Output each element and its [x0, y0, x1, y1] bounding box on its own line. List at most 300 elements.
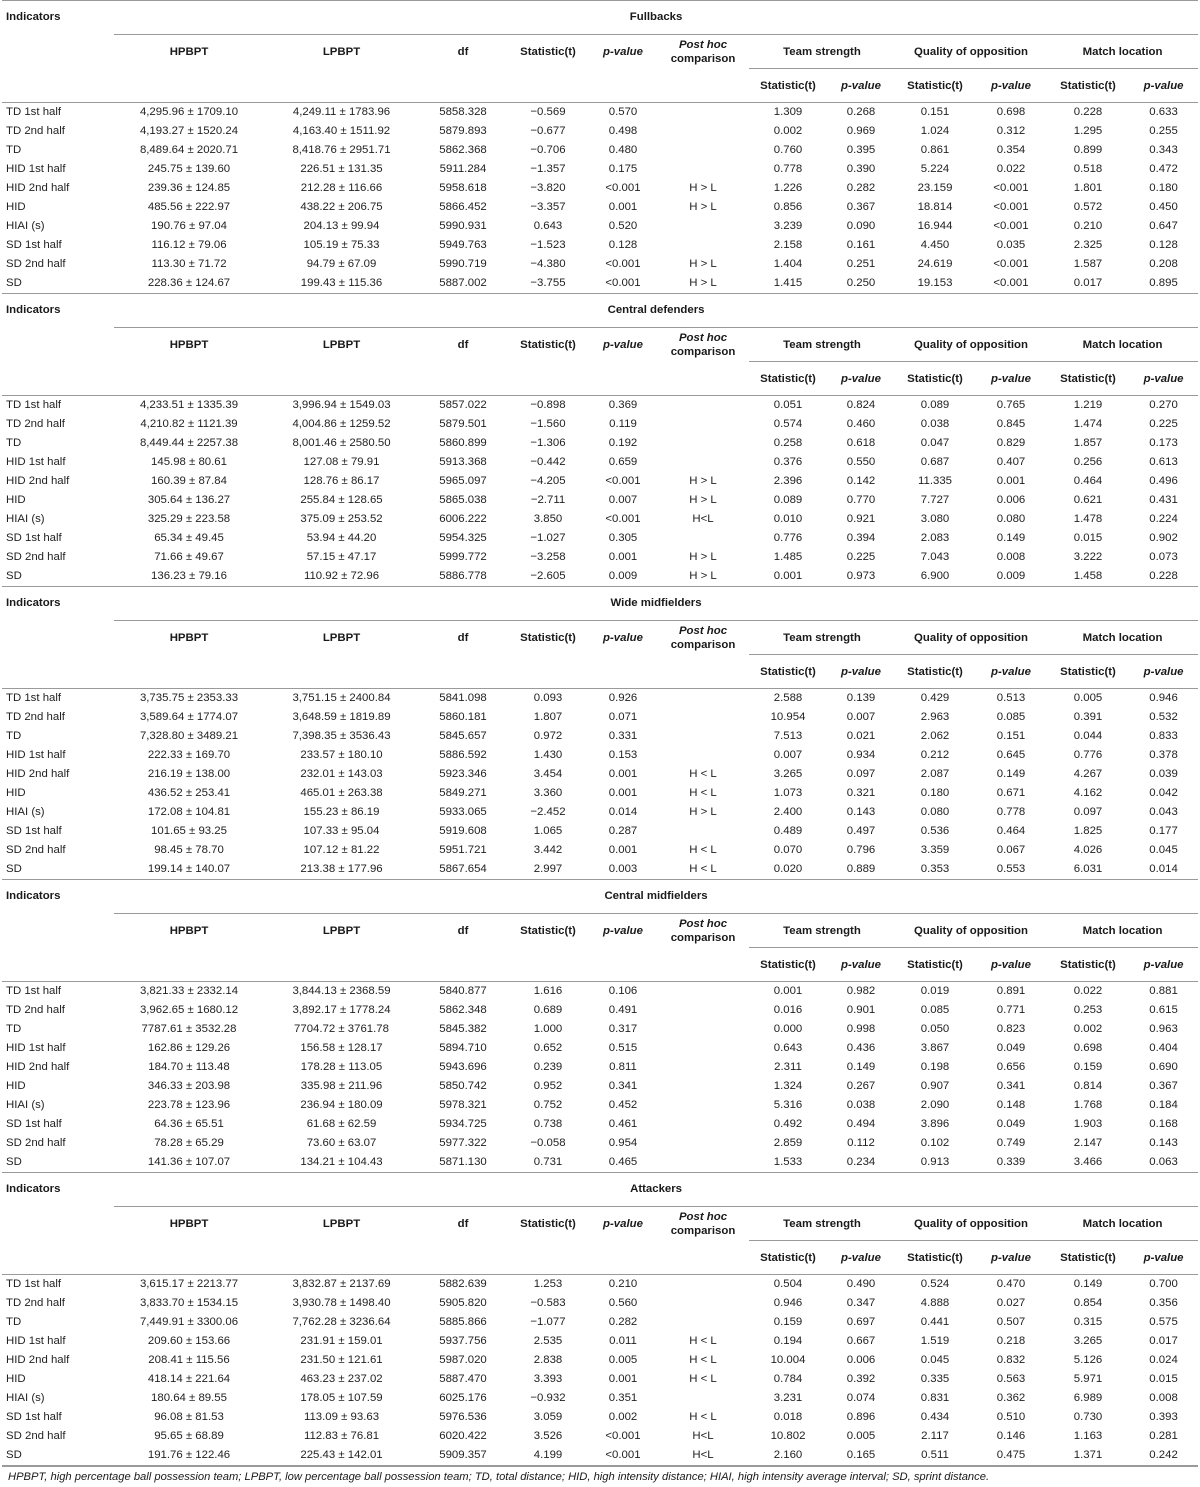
sub-header-blank: [264, 948, 419, 982]
quality-opposition-statistic-cell: 2.963: [920, 711, 950, 723]
posthoc-label: Post hoc: [678, 624, 728, 637]
match-location-statistic-cell: 0.730: [1073, 1411, 1103, 1423]
statistic-cell: −2.452: [530, 806, 566, 818]
team-strength-header: Team strength: [749, 914, 895, 948]
qo-statistic-subheader: Statistic(t): [895, 948, 975, 982]
df-cell: 5937.756: [439, 1335, 487, 1347]
df-cell: 5879.893: [439, 125, 487, 137]
posthoc-header: [657, 621, 749, 655]
sub-header-row: [2, 948, 1198, 982]
match-location-pvalue-cell: 0.242: [1129, 1446, 1198, 1466]
indicators-header: Indicators: [6, 1183, 61, 1196]
lpbpt-cell: 112.83 ± 76.81: [303, 1430, 380, 1442]
sub-header-blank: [657, 948, 749, 982]
quality-opposition-pvalue-cell: 0.765: [996, 399, 1026, 411]
quality-opposition-header: Quality of opposition: [895, 35, 1047, 69]
pvalue-cell: 0.926: [608, 692, 638, 704]
quality-opposition-pvalue-cell: 0.339: [975, 1153, 1047, 1173]
lpbpt-header: LPBPT: [322, 45, 361, 58]
df-cell: 5860.181: [439, 711, 487, 723]
hpbpt-cell: 4,193.27 ± 1520.24: [139, 125, 239, 137]
match-location-pvalue-cell: 0.042: [1149, 787, 1178, 799]
match-location-statistic-cell: 1.478: [1073, 513, 1103, 525]
df-cell: 5857.022: [439, 399, 487, 411]
team-strength-statistic-cell: 10.802: [770, 1430, 806, 1442]
quality-opposition-statistic-cell: 4.888: [920, 1297, 950, 1309]
sub-header-blank: [114, 362, 264, 396]
lpbpt-cell: 199.43 ± 115.36: [264, 274, 419, 294]
table-row: [2, 548, 1198, 567]
team-strength-pvalue-cell: 0.234: [827, 1153, 895, 1173]
indicators-header: Indicators: [6, 890, 61, 903]
team-strength-statistic-cell: 0.020: [749, 860, 827, 880]
team-strength-statistic-cell: 0.946: [773, 1297, 803, 1309]
match-location-pvalue-cell: 0.367: [1149, 1080, 1178, 1092]
posthoc-cell: [657, 1275, 749, 1295]
statistic-cell: −0.058: [530, 1137, 566, 1149]
posthoc-cell: [657, 1115, 749, 1134]
ml-pvalue-subheader: p-value: [1129, 948, 1198, 982]
quality-opposition-pvalue-cell: 0.823: [996, 1023, 1026, 1035]
table-row: [2, 198, 1198, 217]
pvalue-cell: 0.119: [609, 418, 637, 430]
posthoc-cell: [657, 1294, 749, 1313]
indicator-cell: SD 1st half: [6, 1411, 62, 1423]
df-cell: 5978.321: [439, 1099, 487, 1111]
quality-opposition-statistic-cell: 2.062: [920, 730, 950, 742]
match-location-header: Match location: [1047, 35, 1198, 69]
table-row: [2, 453, 1198, 472]
hpbpt-cell: 64.36 ± 65.51: [154, 1118, 224, 1130]
table-row: [2, 1389, 1198, 1408]
sub-header-blank: [589, 69, 657, 103]
match-location-pvalue-cell: 0.356: [1149, 1297, 1178, 1309]
pvalue-cell: 0.153: [608, 749, 638, 761]
indicator-cell: SD 2nd half: [6, 258, 66, 270]
qo-statistic-subheader: Statistic(t): [895, 655, 975, 689]
posthoc-cell: [657, 1077, 749, 1096]
quality-opposition-statistic-cell: 0.524: [920, 1278, 950, 1290]
table-row: [2, 396, 1198, 416]
team-strength-statistic-cell: 5.316: [773, 1099, 803, 1111]
quality-opposition-header: Quality of opposition: [895, 621, 1047, 655]
team-strength-statistic-cell: 1.309: [773, 106, 803, 118]
sub-header-blank: [2, 1241, 114, 1275]
match-location-statistic-cell: 3.466: [1047, 1153, 1129, 1173]
quality-opposition-pvalue-cell: 0.049: [996, 1042, 1026, 1054]
df-cell: 5879.501: [439, 418, 487, 430]
indicator-cell: HID 1st half: [6, 1042, 66, 1054]
table-row: [2, 1370, 1198, 1389]
pvalue-cell: 0.341: [608, 1080, 638, 1092]
pvalue-cell: 0.287: [608, 825, 638, 837]
statistic-cell: 0.952: [533, 1080, 563, 1092]
quality-opposition-pvalue-cell: 0.027: [996, 1297, 1026, 1309]
posthoc-cell: [657, 1153, 749, 1173]
indicator-cell: HIAI (s): [6, 1392, 45, 1404]
sub-header-blank: [264, 362, 419, 396]
match-location-pvalue-cell: 0.039: [1149, 768, 1178, 780]
df-cell: 5862.348: [439, 1004, 487, 1016]
quality-opposition-pvalue-cell: <0.001: [993, 182, 1029, 194]
team-strength-pvalue-cell: 0.347: [846, 1297, 876, 1309]
match-location-statistic-cell: 2.147: [1073, 1137, 1103, 1149]
pvalue-cell: 0.210: [608, 1278, 638, 1290]
match-location-pvalue-cell: 0.690: [1149, 1061, 1178, 1073]
team-strength-pvalue-cell: 0.824: [846, 399, 876, 411]
match-location-pvalue-cell: 0.228: [1129, 567, 1198, 587]
ts-statistic-subheader: Statistic(t): [749, 69, 827, 103]
team-strength-statistic-cell: 2.311: [774, 1061, 802, 1073]
lpbpt-cell: 3,996.94 ± 1549.03: [292, 399, 391, 411]
hpbpt-cell: 71.66 ± 49.67: [154, 551, 224, 563]
lpbpt-cell: 107.33 ± 95.04: [303, 825, 380, 837]
df-cell: 5943.696: [439, 1061, 487, 1073]
df-cell: 5871.130: [419, 1153, 507, 1173]
team-strength-pvalue-cell: 0.618: [846, 437, 876, 449]
match-location-statistic-cell: 0.159: [1073, 1061, 1103, 1073]
quality-opposition-pvalue-cell: <0.001: [975, 274, 1047, 294]
sub-header-row: [2, 655, 1198, 689]
team-strength-pvalue-cell: 0.395: [846, 144, 876, 156]
team-strength-pvalue-cell: 0.321: [846, 787, 876, 799]
table-row: [2, 1020, 1198, 1039]
hpbpt-cell: 209.60 ± 153.66: [147, 1335, 231, 1347]
table-row: [2, 822, 1198, 841]
hpbpt-cell: 160.39 ± 87.84: [151, 475, 227, 487]
statistic-cell: 1.430: [533, 749, 563, 761]
posthoc-cell: [657, 236, 749, 255]
match-location-pvalue-cell: 0.043: [1149, 806, 1178, 818]
posthoc-cell: H < L: [689, 1373, 717, 1385]
df-cell: 5849.271: [439, 787, 487, 799]
ts-statistic-subheader: Statistic(t): [749, 362, 827, 396]
team-strength-statistic-cell: 2.160: [749, 1446, 827, 1466]
statistic-cell: 3.526: [533, 1430, 563, 1442]
lpbpt-cell: 335.98 ± 211.96: [300, 1080, 383, 1092]
posthoc-cell: [657, 396, 749, 416]
pvalue-cell: <0.001: [605, 475, 641, 487]
statistic-cell: −0.583: [530, 1297, 566, 1309]
posthoc-cell: H < L: [689, 1354, 717, 1366]
hpbpt-cell: 191.76 ± 122.46: [114, 1446, 264, 1466]
match-location-pvalue-cell: 0.024: [1149, 1354, 1178, 1366]
posthoc-cell: [657, 1001, 749, 1020]
comparison-label: comparison: [670, 345, 736, 358]
team-strength-pvalue-cell: 0.090: [846, 220, 876, 232]
lpbpt-cell: 375.09 ± 253.52: [300, 513, 383, 525]
match-location-statistic-cell: 0.044: [1073, 730, 1103, 742]
match-location-statistic-cell: 1.474: [1073, 418, 1103, 430]
indicator-cell: SD 1st half: [6, 1118, 62, 1130]
qo-pvalue-subheader: p-value: [975, 69, 1047, 103]
match-location-pvalue-cell: 0.378: [1149, 749, 1178, 761]
match-location-statistic-cell: 4.267: [1073, 768, 1103, 780]
table-row: [2, 784, 1198, 803]
quality-opposition-pvalue-cell: 0.149: [996, 532, 1026, 544]
df-cell: 5885.866: [439, 1316, 487, 1328]
indicator-cell: TD 1st half: [6, 692, 62, 704]
hpbpt-cell: 239.36 ± 124.85: [147, 182, 231, 194]
df-cell: 6020.422: [439, 1430, 487, 1442]
pvalue-cell: 0.515: [608, 1042, 638, 1054]
hpbpt-cell: 245.75 ± 139.60: [147, 163, 231, 175]
hpbpt-cell: 95.65 ± 68.89: [154, 1430, 224, 1442]
match-location-pvalue-cell: 0.946: [1149, 692, 1178, 704]
indicator-cell: TD 2nd half: [6, 418, 65, 430]
team-strength-statistic-cell: 2.396: [773, 475, 803, 487]
quality-opposition-pvalue-cell: 0.771: [996, 1004, 1026, 1016]
pvalue-cell: 0.498: [608, 125, 638, 137]
hpbpt-cell: 116.12 ± 79.06: [151, 239, 227, 251]
pvalue-cell: 0.570: [608, 106, 638, 118]
team-strength-pvalue-cell: 0.550: [846, 456, 876, 468]
team-strength-statistic-cell: 1.324: [773, 1080, 803, 1092]
quality-opposition-statistic-cell: 0.047: [920, 437, 950, 449]
quality-opposition-statistic-cell: 0.429: [920, 692, 950, 704]
statistic-cell: −0.706: [530, 144, 566, 156]
team-strength-statistic-cell: 2.400: [773, 806, 803, 818]
header-blank: [2, 621, 114, 655]
posthoc-cell: [657, 1134, 749, 1153]
posthoc-cell: [657, 1389, 749, 1408]
quality-opposition-statistic-cell: 0.050: [920, 1023, 950, 1035]
group-title-row: [2, 587, 1198, 621]
match-location-pvalue-cell: 0.045: [1149, 844, 1178, 856]
quality-opposition-pvalue-cell: <0.001: [993, 201, 1029, 213]
hpbpt-cell: 4,210.82 ± 1121.39: [140, 418, 238, 430]
team-strength-pvalue-cell: 0.149: [846, 1061, 876, 1073]
team-strength-pvalue-cell: 0.282: [846, 182, 876, 194]
pvalue-cell: 0.175: [608, 163, 638, 175]
match-location-pvalue-cell: 0.008: [1149, 1392, 1178, 1404]
team-strength-statistic-cell: 0.856: [773, 201, 803, 213]
team-strength-statistic-cell: 3.231: [773, 1392, 803, 1404]
statistic-cell: 0.093: [533, 692, 563, 704]
match-location-statistic-cell: 3.265: [1073, 1335, 1103, 1347]
team-strength-statistic-cell: 0.010: [773, 513, 803, 525]
match-location-statistic-cell: 0.464: [1073, 475, 1103, 487]
quality-opposition-pvalue-cell: 0.008: [996, 551, 1026, 563]
posthoc-cell: H < L: [689, 844, 717, 856]
indicator-cell: HIAI (s): [6, 513, 45, 525]
team-strength-statistic-cell: 0.489: [773, 825, 803, 837]
statistic-cell: −2.711: [530, 494, 566, 506]
indicator-cell: SD: [2, 1153, 114, 1173]
indicator-cell: HID 2nd half: [6, 1354, 70, 1366]
lpbpt-cell: 465.01 ± 263.38: [300, 787, 383, 799]
match-location-statistic-cell: 4.026: [1073, 844, 1103, 856]
table-row: [2, 122, 1198, 141]
statistic-header: Statistic(t): [520, 631, 576, 644]
statistic-cell: 2.838: [533, 1354, 563, 1366]
posthoc-cell: H > L: [689, 806, 717, 818]
pvalue-cell: 0.009: [589, 567, 657, 587]
hpbpt-cell: 113.30 ± 71.72: [151, 258, 227, 270]
df-cell: 5865.038: [439, 494, 487, 506]
posthoc-cell: H > L: [689, 494, 717, 506]
header-blank: [2, 1207, 114, 1241]
team-strength-pvalue-cell: 0.250: [827, 274, 895, 294]
quality-opposition-pvalue-cell: 0.218: [996, 1335, 1026, 1347]
team-strength-statistic-cell: 0.778: [773, 163, 803, 175]
indicator-cell: SD: [2, 1446, 114, 1466]
hpbpt-cell: 8,449.44 ± 2257.38: [139, 437, 239, 449]
posthoc-cell: H < L: [657, 860, 749, 880]
match-location-pvalue-cell: 0.496: [1149, 475, 1178, 487]
match-location-statistic-cell: 0.149: [1073, 1278, 1103, 1290]
hpbpt-cell: 223.78 ± 123.96: [147, 1099, 231, 1111]
indicator-cell: HIAI (s): [6, 220, 45, 232]
statistic-cell: 1.253: [533, 1278, 563, 1290]
column-header-row: [2, 35, 1198, 69]
quality-opposition-pvalue-cell: 0.006: [996, 494, 1026, 506]
posthoc-header: [657, 914, 749, 948]
df-cell: 5886.778: [419, 567, 507, 587]
team-strength-pvalue-cell: 0.139: [846, 692, 876, 704]
table-row: [2, 1408, 1198, 1427]
team-strength-pvalue-cell: 0.267: [846, 1080, 876, 1092]
match-location-pvalue-cell: 0.015: [1149, 1373, 1178, 1385]
statistic-cell: 0.738: [533, 1118, 563, 1130]
indicator-cell: TD: [6, 144, 22, 156]
indicator-cell: TD 2nd half: [6, 1004, 65, 1016]
group-title: Central defenders: [114, 294, 1198, 328]
lpbpt-cell: 204.13 ± 99.94: [303, 220, 380, 232]
table-row: [2, 472, 1198, 491]
sub-header-blank: [507, 362, 589, 396]
lpbpt-cell: 134.21 ± 104.43: [264, 1153, 419, 1173]
match-location-statistic-cell: 0.210: [1073, 220, 1103, 232]
team-strength-pvalue-cell: 0.921: [846, 513, 876, 525]
hpbpt-header: HPBPT: [169, 338, 209, 351]
sub-header-blank: [419, 655, 507, 689]
team-strength-pvalue-cell: 0.165: [827, 1446, 895, 1466]
quality-opposition-statistic-cell: 3.867: [920, 1042, 950, 1054]
indicator-cell: TD: [6, 1316, 22, 1328]
statistic-cell: −1.560: [530, 418, 566, 430]
match-location-statistic-cell: 0.228: [1073, 106, 1103, 118]
quality-opposition-pvalue-cell: 0.698: [996, 106, 1026, 118]
table-row: [2, 103, 1198, 123]
pvalue-header: p-value: [603, 45, 643, 58]
posthoc-cell: H > L: [689, 182, 717, 194]
table-row: [2, 1351, 1198, 1370]
pvalue-cell: <0.001: [605, 182, 641, 194]
quality-opposition-pvalue-cell: 0.001: [996, 475, 1026, 487]
team-strength-statistic-cell: 0.776: [773, 532, 803, 544]
match-location-pvalue-cell: 0.963: [1149, 1023, 1178, 1035]
posthoc-label: Post hoc: [678, 331, 728, 344]
team-strength-pvalue-cell: 0.770: [846, 494, 876, 506]
quality-opposition-statistic-cell: 3.359: [920, 844, 950, 856]
quality-opposition-pvalue-cell: 0.148: [996, 1099, 1026, 1111]
match-location-pvalue-cell: 0.173: [1149, 437, 1178, 449]
pvalue-cell: 0.011: [609, 1335, 637, 1347]
hpbpt-cell: 7787.61 ± 3532.28: [141, 1023, 237, 1035]
table-row: [2, 1153, 1198, 1173]
posthoc-cell: H < L: [689, 1411, 717, 1423]
df-cell: 5886.592: [439, 749, 487, 761]
ml-pvalue-subheader: p-value: [1129, 1241, 1198, 1275]
quality-opposition-pvalue-cell: 0.464: [996, 825, 1026, 837]
quality-opposition-statistic-cell: 0.687: [920, 456, 950, 468]
match-location-pvalue-cell: 0.281: [1149, 1430, 1178, 1442]
team-strength-pvalue-cell: 0.497: [846, 825, 876, 837]
quality-opposition-pvalue-cell: 0.067: [996, 844, 1026, 856]
ml-pvalue-subheader: p-value: [1129, 362, 1198, 396]
group-title: Attackers: [114, 1173, 1198, 1207]
match-location-statistic-cell: 6.989: [1073, 1392, 1103, 1404]
statistic-cell: −0.569: [530, 106, 566, 118]
posthoc-cell: [657, 1313, 749, 1332]
hpbpt-cell: 228.36 ± 124.67: [114, 274, 264, 294]
team-strength-statistic-cell: 0.001: [749, 567, 827, 587]
sub-header-blank: [657, 655, 749, 689]
sub-header-blank: [419, 362, 507, 396]
quality-opposition-pvalue-cell: 0.845: [996, 418, 1026, 430]
statistic-cell: 0.652: [533, 1042, 563, 1054]
sub-header-blank: [657, 69, 749, 103]
group-title-row: [2, 1, 1198, 35]
team-strength-statistic-cell: 0.492: [773, 1118, 803, 1130]
quality-opposition-statistic-cell: 0.536: [920, 825, 950, 837]
hpbpt-cell: 222.33 ± 169.70: [147, 749, 231, 761]
team-strength-statistic-cell: 0.504: [773, 1278, 803, 1290]
table-row: [2, 841, 1198, 860]
team-strength-statistic-cell: 0.002: [773, 125, 803, 137]
sub-header-blank: [114, 948, 264, 982]
match-location-pvalue-cell: 0.014: [1129, 860, 1198, 880]
df-cell: 5850.742: [439, 1080, 487, 1092]
table-row: [2, 765, 1198, 784]
match-location-statistic-cell: 0.253: [1073, 1004, 1103, 1016]
team-strength-statistic-cell: 1.533: [749, 1153, 827, 1173]
team-strength-pvalue-cell: 0.006: [846, 1354, 876, 1366]
quality-opposition-statistic-cell: 2.117: [921, 1430, 949, 1442]
hpbpt-cell: 199.14 ± 140.07: [114, 860, 264, 880]
quality-opposition-statistic-cell: 3.080: [920, 513, 950, 525]
match-location-statistic-cell: 1.219: [1073, 399, 1103, 411]
quality-opposition-statistic-cell: 19.153: [895, 274, 975, 294]
pvalue-cell: 0.659: [608, 456, 638, 468]
table-row: [2, 860, 1198, 880]
df-cell: 6025.176: [439, 1392, 487, 1404]
pvalue-header: p-value: [603, 338, 643, 351]
lpbpt-cell: 110.92 ± 72.96: [264, 567, 419, 587]
quality-opposition-pvalue-cell: 0.022: [996, 163, 1026, 175]
statistic-cell: −0.932: [530, 1392, 566, 1404]
ts-pvalue-subheader: p-value: [827, 655, 895, 689]
posthoc-cell: H<L: [657, 1446, 749, 1466]
results-table: [2, 1, 1198, 1466]
team-strength-statistic-cell: 2.588: [773, 692, 803, 704]
hpbpt-header: HPBPT: [169, 1217, 209, 1230]
lpbpt-cell: 213.38 ± 177.96: [264, 860, 419, 880]
quality-opposition-statistic-cell: 0.511: [895, 1446, 975, 1466]
posthoc-cell: [657, 415, 749, 434]
lpbpt-cell: 3,648.59 ± 1819.89: [292, 711, 391, 723]
team-strength-pvalue-cell: 0.969: [846, 125, 876, 137]
table-row: [2, 179, 1198, 198]
pvalue-header: p-value: [603, 1217, 643, 1230]
match-location-pvalue-cell: 0.255: [1149, 125, 1178, 137]
df-cell: 5987.020: [439, 1354, 487, 1366]
statistic-cell: 1.616: [533, 985, 563, 997]
statistic-cell: −3.357: [530, 201, 566, 213]
match-location-header: Match location: [1047, 621, 1198, 655]
quality-opposition-pvalue-cell: 0.507: [996, 1316, 1026, 1328]
